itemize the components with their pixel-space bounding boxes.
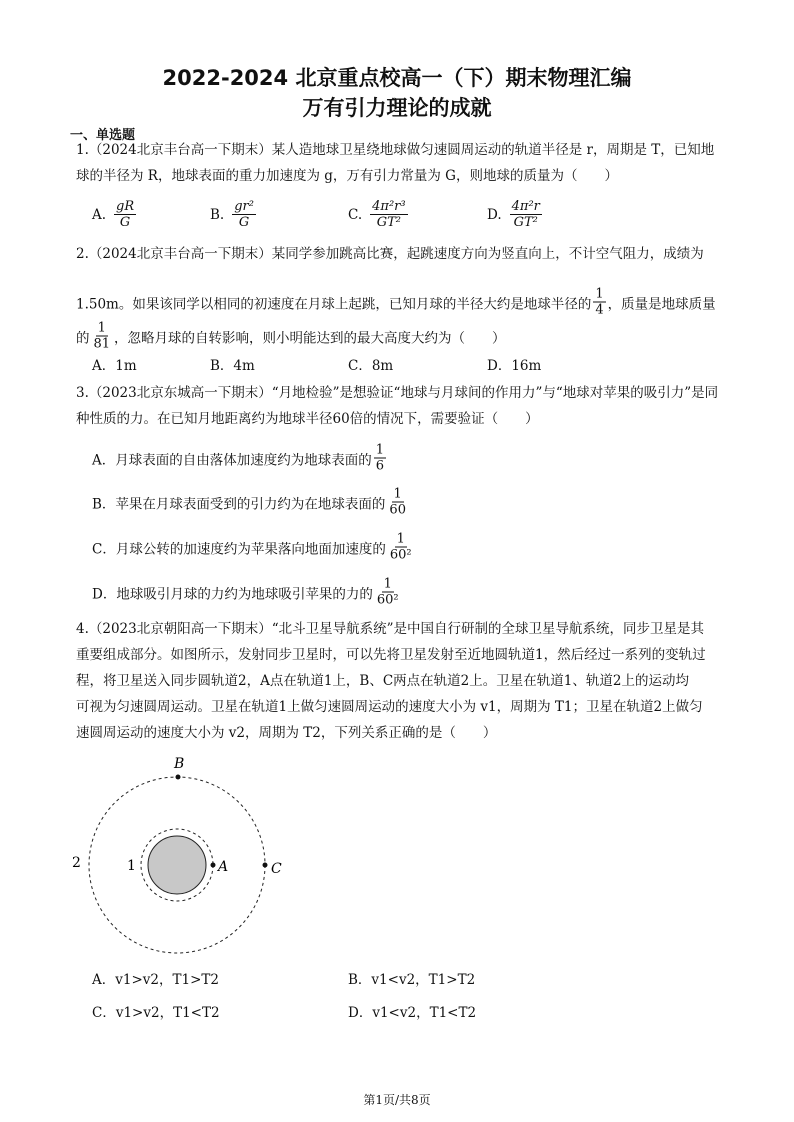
- point-a: [211, 863, 216, 868]
- frac-denominator: 60²: [389, 547, 412, 563]
- q4-line2: 重要组成部分。如图所示，发射同步卫星时，可以先将卫星发射至近地圆轨道1，然后经过一系列的变轨过: [76, 647, 706, 663]
- q2-line2: [76, 287, 716, 318]
- q4-option-b[interactable]: B．v1<v2，T1>T2: [348, 972, 476, 988]
- frac-denominator: G: [238, 215, 250, 230]
- frac-denominator: 60²: [376, 592, 399, 608]
- option-label: A.: [92, 206, 107, 223]
- page-subtitle: 万有引力理论的成就: [302, 96, 492, 120]
- q1-line1: 1.（2024北京丰台高一下期末）某人造地球卫星绕地球做匀速圆周运动的轨道半径是 r，周期是 T，已知地: [76, 142, 715, 158]
- frac-numerator: 4π²r³: [372, 199, 406, 214]
- option-label: D.: [487, 206, 502, 223]
- frac-denominator: GT²: [513, 215, 538, 230]
- earth: [148, 836, 206, 894]
- q2-option-d[interactable]: D．16m: [487, 358, 542, 374]
- page-title: 2022-2024 北京重点校高一（下）期末物理汇编: [162, 66, 632, 90]
- frac-numerator: gR: [116, 199, 135, 214]
- label-c: C: [271, 861, 282, 877]
- label-orbit-2: 2: [72, 855, 81, 871]
- label-a: A: [218, 859, 229, 875]
- frac-numerator: 4π²r: [511, 199, 540, 214]
- frac-numerator: 1: [595, 286, 604, 302]
- q4-option-c[interactable]: C．v1>v2，T1<T2: [92, 1005, 220, 1021]
- q3-option-d[interactable]: [92, 577, 403, 608]
- frac-numerator: 1: [97, 320, 106, 336]
- option-text: A．月球表面的自由落体加速度约为地球表面的: [92, 452, 372, 468]
- frac-numerator: 1: [393, 486, 402, 502]
- q4-option-a[interactable]: A．v1>v2，T1>T2: [92, 972, 219, 988]
- page-footer: 第1页/共8页: [363, 1093, 431, 1107]
- q1-line2: 球的半径为 R，地球表面的重力加速度为 g，万有引力常量为 G，则地球的质量为（ ）: [76, 168, 618, 184]
- frac-denominator: 81: [93, 336, 111, 352]
- frac-numerator: gr²: [234, 199, 254, 214]
- q4-option-d[interactable]: D．v1<v2，T1<T2: [348, 1005, 477, 1021]
- frac-denominator: 6: [375, 458, 385, 474]
- frac-numerator: 1: [396, 531, 405, 547]
- q1-option-a[interactable]: [92, 199, 138, 230]
- section-heading: 一、单选题: [70, 128, 136, 143]
- q2-text: ，忽略月球的自转影响，则小明能达到的最大高度大约为（ ）: [114, 330, 506, 346]
- q1-option-d[interactable]: [487, 199, 544, 230]
- q2-text: 1.50m。如果该同学以相同的初速度在月球上起跳，已知月球的半径大约是地球半径的: [76, 296, 592, 312]
- option-label: B.: [210, 206, 225, 223]
- q2-line3: [76, 321, 506, 352]
- q1-option-b[interactable]: [210, 199, 258, 230]
- orbit-diagram: [60, 750, 300, 970]
- frac-denominator: 4: [595, 302, 604, 318]
- q2-option-b[interactable]: B．4m: [210, 358, 255, 374]
- label-orbit-1: 1: [127, 858, 136, 874]
- q3-option-b[interactable]: [92, 487, 410, 518]
- point-c: [263, 863, 268, 868]
- option-label: C.: [348, 206, 363, 223]
- q2-text: 的: [76, 330, 90, 346]
- frac-numerator: 1: [375, 442, 385, 458]
- frac-denominator: 60: [389, 502, 406, 518]
- label-b: B: [174, 756, 185, 772]
- q3-line1: 3.（2023北京东城高一下期末）“月地检验”是想验证“地球与月球间的作用力”与“地球对苹果的吸引力”是同: [76, 385, 719, 401]
- frac-denominator: G: [119, 215, 131, 230]
- q4-line1: 4.（2023北京朝阳高一下期末）“北斗卫星导航系统”是中国自行研制的全球卫星导航系统，同步卫星是其: [76, 621, 705, 637]
- q2-option-a[interactable]: A．1m: [92, 358, 137, 374]
- q4-line5: 速圆周运动的速度大小为 v2，周期为 T2，下列关系正确的是（ ）: [76, 725, 497, 741]
- q2-option-c[interactable]: C．8m: [348, 358, 394, 374]
- q4-line4: 可视为匀速圆周运动。卫星在轨道1上做匀速圆周运动的速度大小为 v1，周期为 T1；卫星在轨道2上做匀: [76, 699, 703, 715]
- point-b: [176, 775, 181, 780]
- option-text: B．苹果在月球表面受到的引力约为在地球表面的: [92, 496, 386, 512]
- q1-option-c[interactable]: [348, 199, 410, 230]
- q3-line2: 种性质的力。在已知月地距离约为地球半径60倍的情况下，需要验证（ ）: [76, 411, 539, 427]
- q2-line1: 2.（2024北京丰台高一下期末）某同学参加跳高比赛，起跳速度方向为竖直向上，不计空气阻力，成绩为: [76, 246, 704, 262]
- option-text: D．地球吸引月球的力约为地球吸引苹果的力的: [92, 586, 373, 602]
- frac-denominator: GT²: [376, 215, 401, 230]
- option-text: C．月球公转的加速度约为苹果落向地面加速度的: [92, 541, 386, 557]
- q2-text: ，质量是地球质量: [607, 296, 716, 312]
- q4-line3: 程，将卫星送入同步圆轨道2，A点在轨道1上，B、C两点在轨道2上。卫星在轨道1、轨道2上的运动均: [76, 673, 689, 689]
- q3-option-a[interactable]: [92, 443, 388, 474]
- frac-numerator: 1: [383, 576, 392, 592]
- q3-option-c[interactable]: [92, 532, 416, 563]
